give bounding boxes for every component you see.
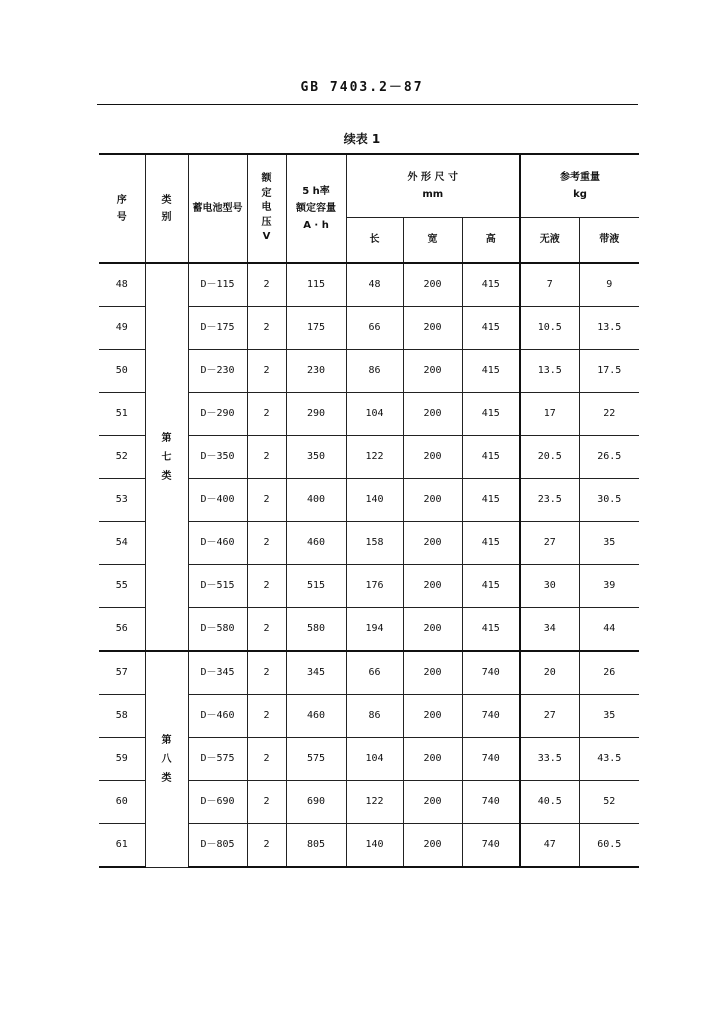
table-cell: 200 <box>403 522 462 565</box>
header-weight: 参考重量 kg <box>520 154 639 218</box>
table-cell: 39 <box>579 565 639 608</box>
table-cell: 2 <box>247 651 286 695</box>
table-cell: 200 <box>403 608 462 652</box>
table-cell: D－580 <box>188 608 247 652</box>
table-cell: 59 <box>99 738 145 781</box>
table-cell: 345 <box>286 651 346 695</box>
table-cell: 56 <box>99 608 145 652</box>
table-cell: 48 <box>346 263 403 307</box>
document-header: GB 7403.2－87 <box>300 80 424 95</box>
table-cell: 200 <box>403 350 462 393</box>
table-cell: 43.5 <box>579 738 639 781</box>
table-cell: 200 <box>403 651 462 695</box>
table-cell: 47 <box>520 824 579 868</box>
table-caption: 续表 1 <box>343 132 381 146</box>
table-row <box>99 651 639 695</box>
header-dry-weight: 无液 <box>520 218 579 264</box>
table-cell: 20.5 <box>520 436 579 479</box>
table-cell: D－230 <box>188 350 247 393</box>
table-cell: 460 <box>286 695 346 738</box>
table-cell: D－690 <box>188 781 247 824</box>
table-cell: 60.5 <box>579 824 639 868</box>
table-cell: 23.5 <box>520 479 579 522</box>
table-cell: 2 <box>247 738 286 781</box>
table-cell: 200 <box>403 263 462 307</box>
table-cell: 230 <box>286 350 346 393</box>
table-cell: D－460 <box>188 522 247 565</box>
table-cell: 58 <box>99 695 145 738</box>
table-cell: 35 <box>579 522 639 565</box>
header-width: 宽 <box>403 218 462 264</box>
table-cell: 200 <box>403 565 462 608</box>
table-cell: 44 <box>579 608 639 652</box>
table-cell: 17.5 <box>579 350 639 393</box>
header-length: 长 <box>346 218 403 264</box>
table-cell: 200 <box>403 695 462 738</box>
table-cell: 740 <box>462 824 520 868</box>
table-cell: 66 <box>346 307 403 350</box>
table-cell: 52 <box>99 436 145 479</box>
table-cell: 50 <box>99 350 145 393</box>
table-cell: D－115 <box>188 263 247 307</box>
table-cell: 194 <box>346 608 403 652</box>
table-cell: 51 <box>99 393 145 436</box>
table-cell: 515 <box>286 565 346 608</box>
table-cell: 34 <box>520 608 579 652</box>
table-cell: 22 <box>579 393 639 436</box>
table-cell: 460 <box>286 522 346 565</box>
table-cell: 2 <box>247 565 286 608</box>
table-cell: 53 <box>99 479 145 522</box>
header-voltage: 额 定 电 压 V <box>247 154 286 263</box>
table-cell: D－575 <box>188 738 247 781</box>
table-cell: 2 <box>247 824 286 868</box>
table-cell: 40.5 <box>520 781 579 824</box>
table-cell: 57 <box>99 651 145 695</box>
table-cell: 26 <box>579 651 639 695</box>
table-cell: 200 <box>403 436 462 479</box>
table-cell: 350 <box>286 436 346 479</box>
header-model: 蓄电池型号 <box>188 154 247 263</box>
table-cell: 35 <box>579 695 639 738</box>
table-cell: 61 <box>99 824 145 868</box>
table-cell: D－400 <box>188 479 247 522</box>
header-seq: 序 号 <box>99 154 145 263</box>
category-cell: 第 七 类 <box>145 263 188 651</box>
header-wet-weight: 带液 <box>579 218 639 264</box>
table-cell: 115 <box>286 263 346 307</box>
table-cell: 2 <box>247 608 286 652</box>
table-cell: 49 <box>99 307 145 350</box>
table-cell: 2 <box>247 695 286 738</box>
table-cell: 200 <box>403 824 462 868</box>
table-cell: D－460 <box>188 695 247 738</box>
table-cell: 2 <box>247 393 286 436</box>
table-cell: 140 <box>346 479 403 522</box>
table-cell: 30 <box>520 565 579 608</box>
table-cell: 580 <box>286 608 346 652</box>
table-cell: 2 <box>247 350 286 393</box>
table-cell: 33.5 <box>520 738 579 781</box>
table-cell: 122 <box>346 781 403 824</box>
table-cell: D－345 <box>188 651 247 695</box>
table-cell: 140 <box>346 824 403 868</box>
table-cell: 200 <box>403 738 462 781</box>
table-cell: 200 <box>403 307 462 350</box>
table-cell: 13.5 <box>579 307 639 350</box>
table-cell: 27 <box>520 695 579 738</box>
table-cell: 415 <box>462 608 520 652</box>
table-cell: 20 <box>520 651 579 695</box>
table-cell: 415 <box>462 522 520 565</box>
table-cell: D－290 <box>188 393 247 436</box>
table-cell: 415 <box>462 565 520 608</box>
table-cell: 740 <box>462 781 520 824</box>
table-cell: D－515 <box>188 565 247 608</box>
table-cell: 740 <box>462 651 520 695</box>
table-cell: 54 <box>99 522 145 565</box>
table-cell: 2 <box>247 436 286 479</box>
table-cell: 27 <box>520 522 579 565</box>
table-cell: 158 <box>346 522 403 565</box>
header-capacity: 5 h率 额定容量 A · h <box>286 154 346 263</box>
table-cell: 805 <box>286 824 346 868</box>
table-cell: 690 <box>286 781 346 824</box>
table-cell: 176 <box>346 565 403 608</box>
table-body <box>99 263 639 867</box>
table-cell: 575 <box>286 738 346 781</box>
header-height: 高 <box>462 218 520 264</box>
table-cell: D－350 <box>188 436 247 479</box>
table-cell: 122 <box>346 436 403 479</box>
table-cell: 290 <box>286 393 346 436</box>
header-dimensions: 外 形 尺 寸 mm <box>346 154 520 218</box>
table-cell: 200 <box>403 479 462 522</box>
table-cell: 30.5 <box>579 479 639 522</box>
table-cell: 415 <box>462 436 520 479</box>
table-cell: 415 <box>462 350 520 393</box>
table-cell: 9 <box>579 263 639 307</box>
table-cell: 2 <box>247 263 286 307</box>
table-cell: 740 <box>462 695 520 738</box>
table-cell: 2 <box>247 781 286 824</box>
table-cell: 55 <box>99 565 145 608</box>
table-cell: 104 <box>346 738 403 781</box>
table-cell: 415 <box>462 307 520 350</box>
header-category: 类 别 <box>145 154 188 263</box>
table-cell: 66 <box>346 651 403 695</box>
table-cell: D－805 <box>188 824 247 868</box>
table-cell: 86 <box>346 350 403 393</box>
table-cell: 86 <box>346 695 403 738</box>
header-rule <box>97 104 638 105</box>
table-cell: 400 <box>286 479 346 522</box>
table-cell: 52 <box>579 781 639 824</box>
table-cell: 200 <box>403 781 462 824</box>
table-cell: 2 <box>247 307 286 350</box>
table-cell: 13.5 <box>520 350 579 393</box>
table-cell: D－175 <box>188 307 247 350</box>
table-cell: 2 <box>247 479 286 522</box>
table-cell: 10.5 <box>520 307 579 350</box>
table-cell: 7 <box>520 263 579 307</box>
table-cell: 2 <box>247 522 286 565</box>
battery-spec-table <box>99 153 639 868</box>
table-cell: 200 <box>403 393 462 436</box>
table-cell: 17 <box>520 393 579 436</box>
category-cell: 第 八 类 <box>145 651 188 867</box>
table-cell: 175 <box>286 307 346 350</box>
table-cell: 415 <box>462 263 520 307</box>
table-cell: 26.5 <box>579 436 639 479</box>
table-cell: 740 <box>462 738 520 781</box>
table-row <box>99 263 639 307</box>
table-cell: 415 <box>462 393 520 436</box>
table-cell: 415 <box>462 479 520 522</box>
table-cell: 104 <box>346 393 403 436</box>
table-cell: 48 <box>99 263 145 307</box>
table-cell: 60 <box>99 781 145 824</box>
